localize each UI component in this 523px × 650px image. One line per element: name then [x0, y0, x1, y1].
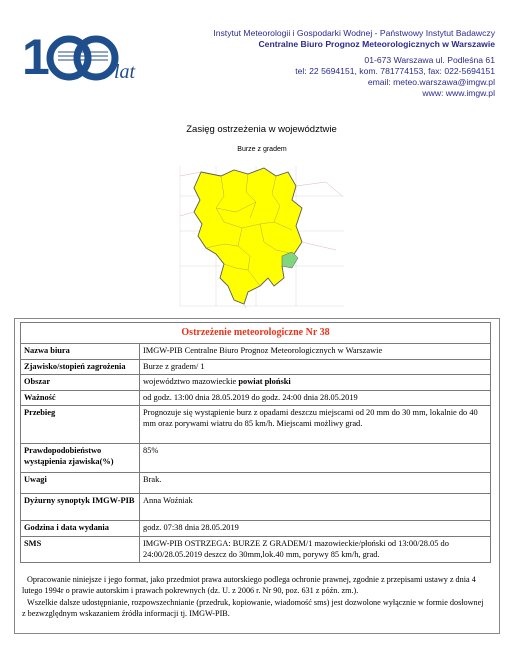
- warning-title: Ostrzeżenie meteorologiczne Nr 38: [21, 323, 491, 344]
- row-value-sms: IMGW-PIB OSTRZEGA: BURZE Z GRADEM/1 mazowieckie/płoński od 13:00/28.05 do 24:00/28.05.2019 deszcz do 30mm,lok.40 mm, porywy 85 km/h, grad.: [140, 536, 491, 562]
- row-value-forecaster: Anna Woźniak: [140, 494, 491, 521]
- copyright-paragraph: Opracowanie niniejsze i jego format, jako przedmiot prawa autorskiego podlega ochronie prawnej, zgodnie z przepisami ustawy z dnia 4 lutego 1994r o prawie autorskim i prawach pokrewnych (dz. U. z 2006 r. Nr 90, poz. 631 z późn. zm.).: [22, 575, 476, 596]
- map-subtitle: Burze z gradem: [237, 146, 287, 153]
- row-key-probability: Prawdopodobieństwo wystąpienia zjawiska(%): [21, 444, 140, 473]
- map-title: Zasięg ostrzeżenia w województwie: [186, 124, 337, 135]
- row-key-forecaster: Dyżurny synoptyk IMGW-PIB: [21, 494, 140, 521]
- table-row: [21, 375, 491, 391]
- row-value-office: IMGW-PIB Centralne Biuro Prognoz Meteorologicznych w Warszawie: [140, 344, 491, 360]
- redistribution-paragraph: Wszelkie dalsze udostępnianie, rozpowszechnianie (przedruk, kopiowanie, wiadomość sms) jest dozwolone wyłącznie w formie dosłownej z bezwzględnym wskazaniem źródła informacji tj. IMGW-PIB.: [22, 597, 484, 618]
- row-value-issued: godz. 07:38 dnia 28.05.2019: [140, 521, 491, 537]
- row-value-phenomenon: Burze z gradem/ 1: [140, 359, 491, 375]
- row-key-office: Nazwa biura: [21, 344, 140, 360]
- row-key-area: Obszar: [21, 375, 140, 391]
- map-graphic: [176, 146, 348, 309]
- address: 01-673 Warszawa ul. Podleśna 61: [364, 54, 495, 65]
- table-row: [21, 494, 491, 521]
- table-row: [21, 536, 491, 562]
- row-key-remarks: Uwagi: [21, 473, 140, 494]
- svg-text:1: 1: [22, 29, 50, 85]
- table-row: [21, 390, 491, 406]
- area-voivodeship: województwo mazowieckie: [143, 377, 239, 387]
- warning-table: [20, 322, 491, 563]
- table-row: [21, 406, 491, 444]
- warning-map: [176, 146, 348, 309]
- institute-header: [213, 28, 495, 100]
- table-row: [21, 344, 491, 360]
- svg-text:lat: lat: [114, 61, 136, 83]
- row-value-validity: od godz. 13:00 dnia 28.05.2019 do godz. 24:00 dnia 28.05.2019: [140, 390, 491, 406]
- email: email: meteo.warszawa@imgw.pl: [367, 77, 495, 88]
- row-value-probability: 85%: [140, 444, 491, 473]
- row-value-course: Prognozuje się wystąpienie burz z opadami deszczu miejscami od 20 mm do 30 mm, lokalnie do 40 mm oraz porywami wiatru do 85 km/h. Miejscami możliwy grad.: [140, 406, 491, 444]
- table-row: [21, 473, 491, 494]
- row-value-area: [140, 375, 491, 391]
- website: www: www.imgw.pl: [422, 88, 495, 99]
- row-value-remarks: Brak.: [140, 473, 491, 494]
- logo-graphic: [22, 28, 142, 88]
- imgw-100-lat-logo: [22, 28, 142, 88]
- row-key-phenomenon: Zjawisko/stopień zagrożenia: [21, 359, 140, 375]
- copyright-notice: [22, 574, 488, 619]
- row-key-issued: Godzina i data wydania: [21, 521, 140, 537]
- table-row: [21, 521, 491, 537]
- phone-numbers: tel: 22 5694151, kom. 781774153, fax: 022-5694151: [295, 65, 495, 76]
- mazowieckie-region: [194, 168, 302, 304]
- institute-name: Instytut Meteorologii i Gospodarki Wodnej - Państwowy Instytut Badawczy: [213, 28, 495, 38]
- row-key-sms: SMS: [21, 536, 140, 562]
- table-row: [21, 359, 491, 375]
- table-row: [21, 444, 491, 473]
- area-county: powiat płoński: [238, 377, 291, 387]
- office-name: Centralne Biuro Prognoz Meteorologicznych w Warszawie: [258, 39, 495, 50]
- row-key-validity: Ważność: [21, 390, 140, 406]
- row-key-course: Przebieg: [21, 406, 140, 444]
